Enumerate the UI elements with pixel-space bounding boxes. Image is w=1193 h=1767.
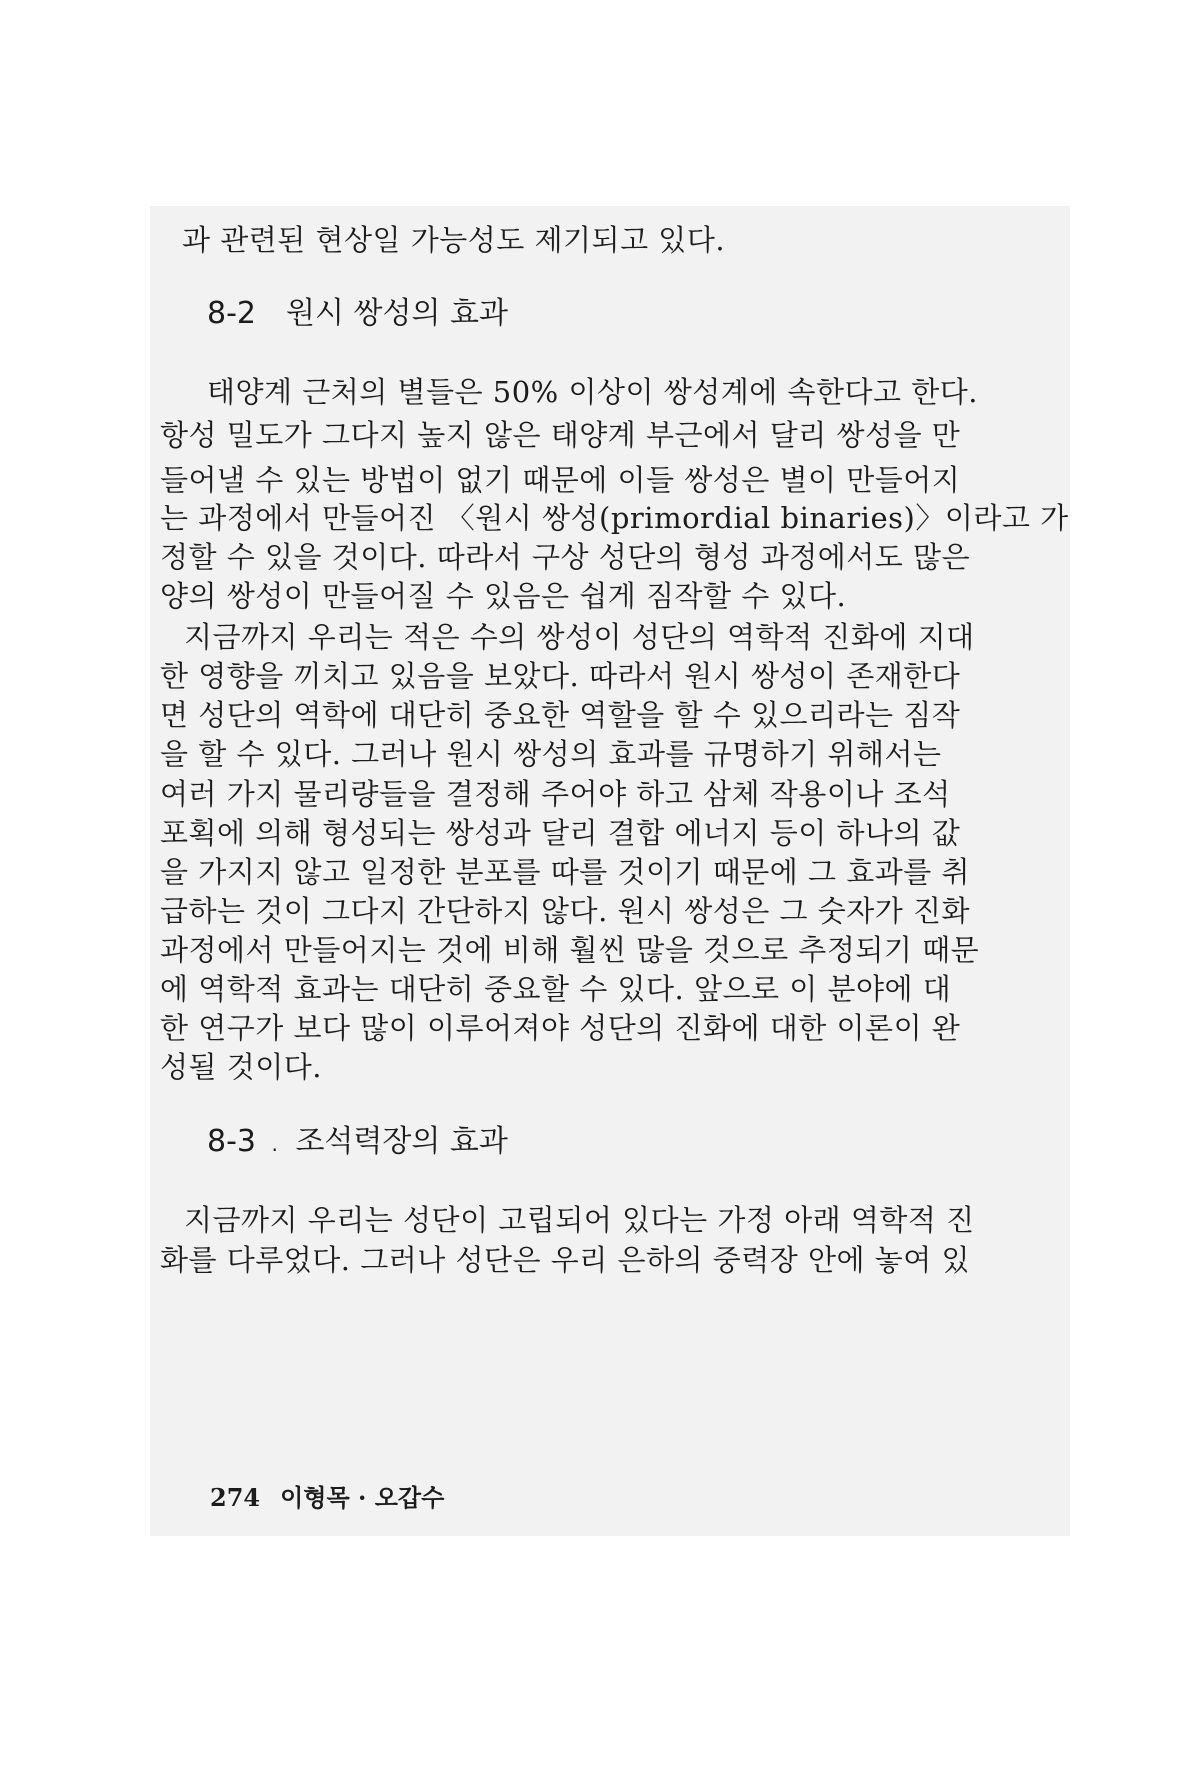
paragraph-line: 면 성단의 역학에 대단히 중요한 역할을 할 수 있으리라는 짐작 [160, 698, 961, 732]
paragraph-line: 여러 가지 물리량들을 결정해 주어야 하고 삼체 작용이나 조석 [160, 777, 951, 811]
author-names: 이형목 · 오갑수 [280, 1483, 445, 1512]
paragraph-line: 을 가지지 않고 일정한 분포를 따를 것이기 때문에 그 효과를 취 [160, 855, 971, 889]
paragraph-line: 급하는 것이 그다지 간단하지 않다. 원시 쌍성은 그 숫자가 진화 [160, 894, 971, 928]
paragraph-line: 성될 것이다. [160, 1050, 323, 1084]
paragraph-line: 는 과정에서 만들어진 〈원시 쌍성(primordial binaries)〉이라고 가 [160, 501, 1069, 535]
section-number: 8-3 [207, 1124, 256, 1159]
section-heading-8-3 [207, 1122, 508, 1164]
paragraph-line: 을 할 수 있다. 그러나 원시 쌍성의 효과를 규명하기 위해서는 [160, 737, 942, 771]
section-marker: . [271, 1132, 278, 1156]
paragraph-line: 화를 다루었다. 그러나 성단은 우리 은하의 중력장 안에 놓여 있 [160, 1243, 971, 1277]
paragraph-line: 양의 쌍성이 만들어질 수 있음은 쉽게 짐작할 수 있다. [160, 579, 847, 613]
paragraph-line: 과정에서 만들어지는 것에 비해 훨씬 많을 것으로 추정되기 때문 [160, 933, 980, 967]
paragraph-line: 들어낼 수 있는 방법이 없기 때문에 이들 쌍성은 별이 만들어지 [160, 463, 961, 497]
paragraph-line: 과 관련된 현상일 가능성도 제기되고 있다. [182, 223, 726, 257]
section-title: 조석력장의 효과 [295, 1124, 508, 1159]
section-number: 8-2 [207, 296, 256, 331]
section-heading-8-2 [207, 294, 508, 334]
paragraph-line: 태양계 근처의 별들은 50% 이상이 쌍성계에 속한다고 한다. [207, 375, 979, 409]
paragraph-line: 에 역학적 효과는 대단히 중요할 수 있다. 앞으로 이 분야에 대 [160, 972, 952, 1006]
section-title: 원시 쌍성의 효과 [286, 296, 508, 331]
page-footer [210, 1478, 444, 1513]
paragraph-line: 정할 수 있을 것이다. 따라서 구상 성단의 형성 과정에서도 많은 [160, 540, 971, 574]
paragraph-line: 한 연구가 보다 많이 이루어져야 성단의 진화에 대한 이론이 완 [160, 1011, 961, 1045]
paragraph-line: 항성 밀도가 그다지 높지 않은 태양계 부근에서 달리 쌍성을 만 [160, 418, 961, 452]
paragraph-line: 한 영향을 끼치고 있음을 보았다. 따라서 원시 쌍성이 존재한다 [160, 659, 961, 693]
page-number: 274 [210, 1483, 261, 1512]
paragraph-line: 지금까지 우리는 적은 수의 쌍성이 성단의 역학적 진화에 지대 [184, 620, 975, 654]
paragraph-line: 포획에 의해 형성되는 쌍성과 달리 결합 에너지 등이 하나의 값 [160, 816, 961, 850]
paragraph-line: 지금까지 우리는 성단이 고립되어 있다는 가정 아래 역학적 진 [184, 1203, 975, 1237]
